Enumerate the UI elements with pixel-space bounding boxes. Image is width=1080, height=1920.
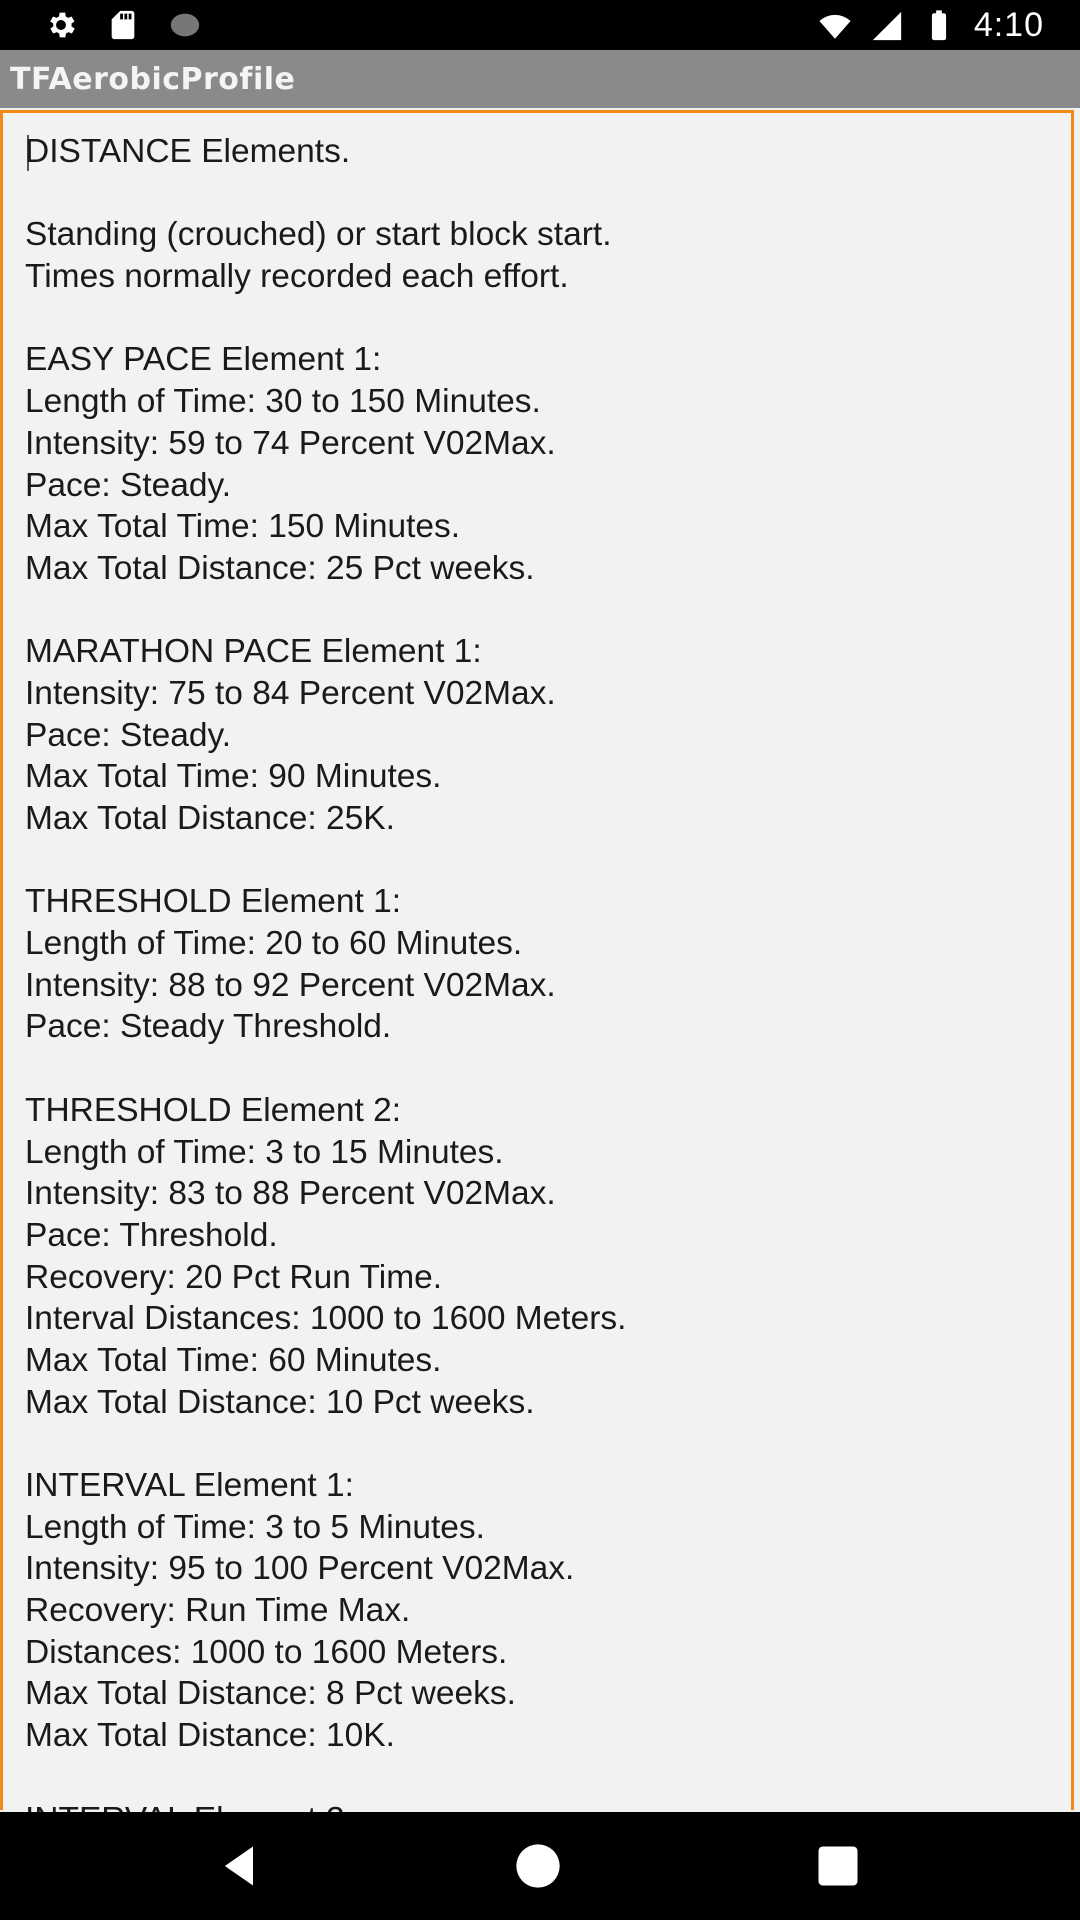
profile-text-area[interactable] bbox=[0, 110, 1074, 1810]
blank-line bbox=[25, 173, 1055, 215]
text-line: MARATHON PACE Element 1: bbox=[25, 633, 482, 671]
text-line: Length of Time: 3 to 5 Minutes. bbox=[25, 1508, 485, 1546]
recents-icon[interactable] bbox=[812, 1840, 864, 1892]
text-line: Pace: Steady Threshold. bbox=[25, 1008, 392, 1046]
text-line: Max Total Time: 60 Minutes. bbox=[25, 1341, 442, 1379]
gear-icon bbox=[44, 8, 78, 42]
text-line: Max Total Distance: 10K. bbox=[25, 1717, 395, 1755]
status-left-icons bbox=[44, 8, 202, 42]
sd-card-icon bbox=[106, 8, 140, 42]
status-right-icons bbox=[818, 6, 1044, 45]
text-line: Times normally recorded each effort. bbox=[25, 258, 569, 296]
text-line: Length of Time: 3 to 15 Minutes. bbox=[25, 1133, 504, 1171]
text-line: Intensity: 95 to 100 Percent V02Max. bbox=[25, 1550, 575, 1588]
text-line: Max Total Time: 150 Minutes. bbox=[25, 508, 461, 546]
text-line: Intensity: 83 to 88 Percent V02Max. bbox=[25, 1175, 556, 1213]
text-line: THRESHOLD Element 2: bbox=[25, 1091, 402, 1129]
text-line: INTERVAL Element 1: bbox=[25, 1467, 354, 1504]
text-line: Pace: Threshold. bbox=[25, 1216, 278, 1254]
text-line: THRESHOLD Element 1: bbox=[25, 883, 402, 921]
app-title: TFAerobicProfile bbox=[10, 62, 296, 97]
profile-text bbox=[25, 131, 1055, 1840]
blank-line bbox=[25, 298, 1055, 340]
signal-icon bbox=[870, 9, 904, 43]
text-line: Recovery: 20 Pct Run Time. bbox=[25, 1258, 443, 1296]
blank-line bbox=[25, 840, 1055, 882]
text-line: Intensity: 88 to 92 Percent V02Max. bbox=[25, 966, 556, 1004]
clock: 4:10 bbox=[973, 6, 1044, 44]
text-line: Max Total Distance: 8 Pct weeks. bbox=[25, 1675, 516, 1713]
wifi-icon bbox=[818, 9, 852, 43]
text-line: Max Total Distance: 10 Pct weeks. bbox=[25, 1383, 535, 1421]
text-line: Interval Distances: 1000 to 1600 Meters. bbox=[25, 1300, 627, 1338]
app-bar bbox=[0, 50, 1080, 108]
content-area bbox=[0, 108, 1080, 1812]
text-line: Pace: Steady. bbox=[25, 716, 232, 754]
back-icon[interactable] bbox=[214, 1840, 266, 1892]
text-line: Intensity: 59 to 74 Percent V02Max. bbox=[25, 424, 556, 462]
blank-line bbox=[25, 590, 1055, 632]
text-line: Max Total Distance: 25 Pct weeks. bbox=[25, 549, 535, 587]
blank-line bbox=[25, 1757, 1055, 1799]
text-line: Pace: Steady. bbox=[25, 466, 232, 504]
battery-icon bbox=[922, 9, 956, 43]
blank-line bbox=[25, 1423, 1055, 1465]
text-line: Distances: 1000 to 1600 Meters. bbox=[25, 1633, 508, 1671]
text-line: DISTANCE Elements. bbox=[25, 133, 351, 170]
text-line: Length of Time: 20 to 60 Minutes. bbox=[25, 925, 523, 963]
text-line: Length of Time: 30 to 150 Minutes. bbox=[25, 383, 541, 421]
text-line: Recovery: Run Time Max. bbox=[25, 1592, 411, 1630]
home-icon[interactable] bbox=[512, 1840, 564, 1892]
text-line: Standing (crouched) or start block start. bbox=[25, 216, 612, 254]
circle-icon bbox=[168, 8, 202, 42]
text-line: Max Total Distance: 25K. bbox=[25, 800, 395, 837]
status-bar bbox=[0, 0, 1080, 50]
nav-bar bbox=[0, 1812, 1080, 1920]
text-line: Intensity: 75 to 84 Percent V02Max. bbox=[25, 674, 556, 712]
text-line: EASY PACE Element 1: bbox=[25, 341, 382, 379]
blank-line bbox=[25, 1048, 1055, 1090]
text-line: Max Total Time: 90 Minutes. bbox=[25, 758, 442, 796]
